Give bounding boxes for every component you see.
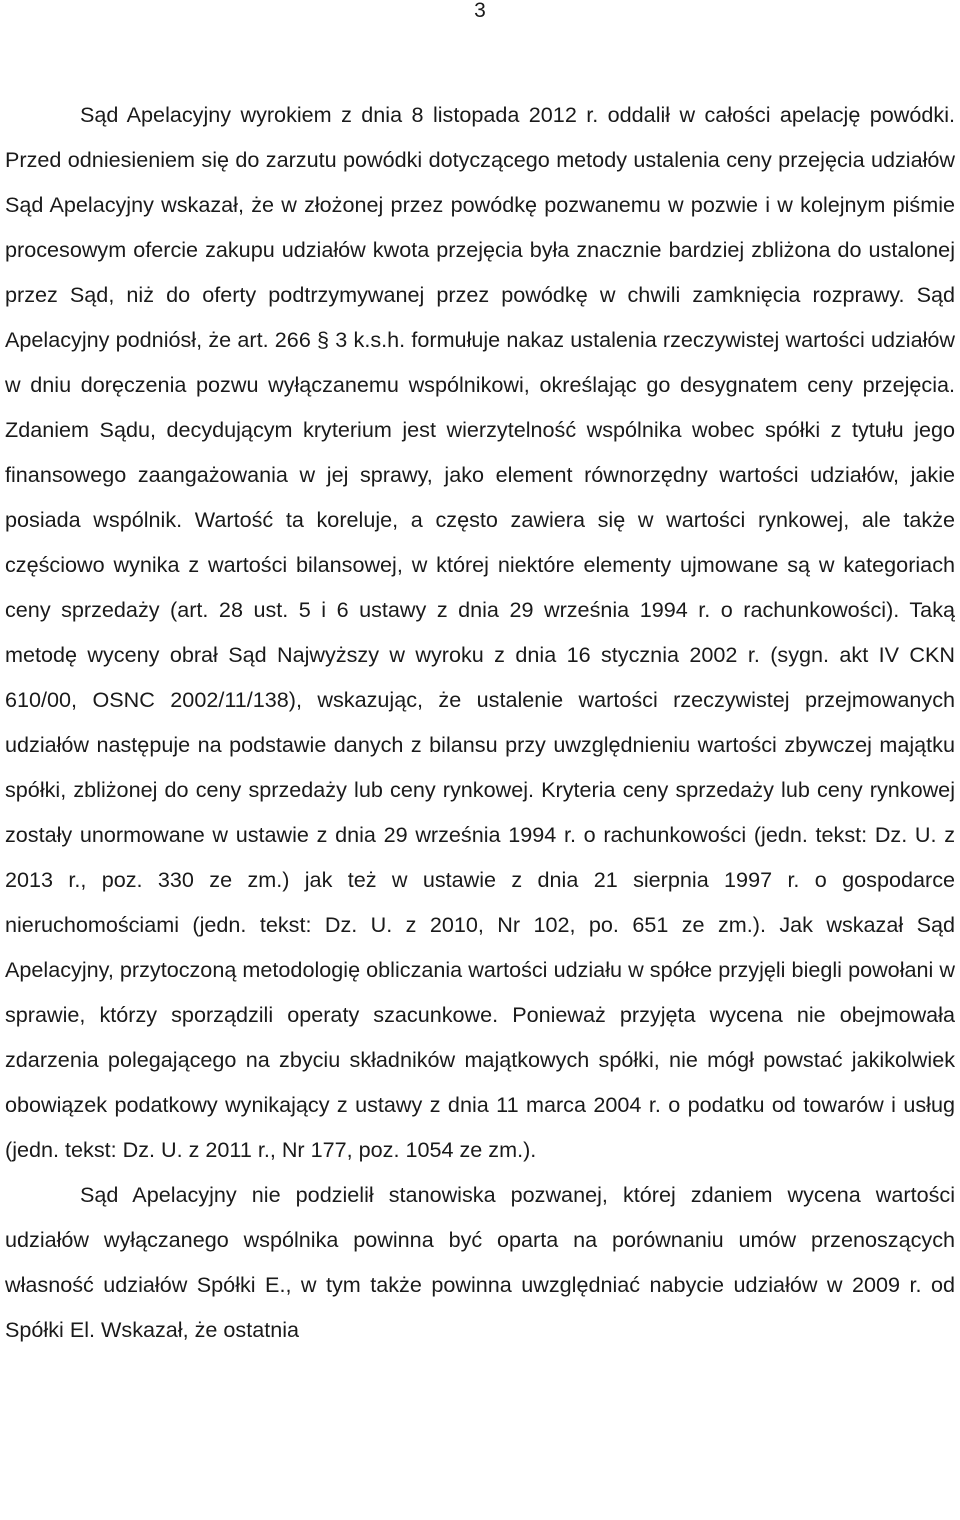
document-body: [5, 92, 955, 1352]
paragraph-1: Sąd Apelacyjny wyrokiem z dnia 8 listopada 2012 r. oddalił w całości apelację powódki. Przed odniesieniem się do zarzutu powódki dotyczącego metody ustalenia ceny przejęcia udziałów Sąd Apelacyjny wskazał, że w złożonej przez powódkę pozwanemu w pozwie i w kolejnym piśmie procesowym ofercie zakupu udziałów kwota przejęcia była znacznie bardziej zbliżona do ustalonej przez Sąd, niż do oferty podtrzymywanej przez powódkę w chwili zamknięcia rozprawy. Sąd Apelacyjny podniósł, że art. 266 § 3 k.s.h. formułuje nakaz ustalenia rzeczywistej wartości udziałów w dniu doręczenia pozwu wyłączanemu wspólnikowi, określając go desygnatem ceny przejęcia. Zdaniem Sądu, decydującym kryterium jest wierzytelność wspólnika wobec spółki z tytułu jego finansowego zaangażowania w jej sprawy, jako element równorzędny wartości udziałów, jakie posiada wspólnik. Wartość ta koreluje, a często zawiera się w wartości rynkowej, ale także częściowo wynika z wartości bilansowej, w której niektóre elementy ujmowane są w kategoriach ceny sprzedaży (art. 28 ust. 5 i 6 ustawy z dnia 29 września 1994 r. o rachunkowości). Taką metodę wyceny obrał Sąd Najwyższy w wyroku z dnia 16 stycznia 2002 r. (sygn. akt IV CKN 610/00, OSNC 2002/11/138), wskazując, że ustalenie wartości rzeczywistej przejmowanych udziałów następuje na podstawie danych z bilansu przy uwzględnieniu wartości zbywczej majątku spółki, zbliżonej do ceny sprzedaży lub ceny rynkowej. Kryteria ceny sprzedaży lub ceny rynkowej zostały unormowane w ustawie z dnia 29 września 1994 r. o rachunkowości (jedn. tekst: Dz. U. z 2013 r., poz. 330 ze zm.) jak też w ustawie z dnia 21 sierpnia 1997 r. o gospodarce nieruchomościami (jedn. tekst: Dz. U. z 2010, Nr 102, po. 651 ze zm.). Jak wskazał Sąd Apelacyjny, przytoczoną metodologię obliczania wartości udziału w spółce przyjęli biegli powołani w sprawie, którzy sporządzili operaty szacunkowe. Ponieważ przyjęta wycena nie obejmowała zdarzenia polegającego na zbyciu składników majątkowych spółki, nie mógł powstać jakikolwiek obowiązek podatkowy wynikający z ustawy z dnia 11 marca 2004 r. o podatku od towarów i usług (jedn. tekst: Dz. U. z 2011 r., Nr 177, poz. 1054 ze zm.).: [5, 102, 955, 1162]
page-number: 3: [474, 0, 486, 22]
paragraph-2: Sąd Apelacyjny nie podzielił stanowiska pozwanej, której zdaniem wycena wartości udziałów wyłączanego wspólnika powinna być oparta na porównaniu umów przenoszących własność udziałów Spółki E., w tym także powinna uwzględniać nabycie udziałów w 2009 r. od Spółki El. Wskazał, że ostatnia: [5, 1182, 955, 1342]
